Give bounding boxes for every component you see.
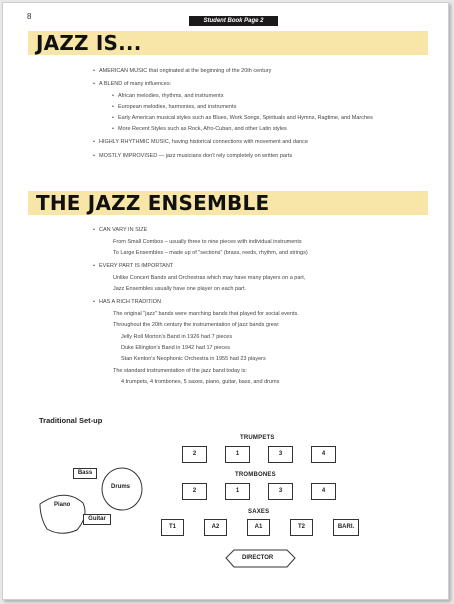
guitar-box: Guitar — [83, 514, 111, 525]
trombone-seat: 1 — [225, 483, 250, 500]
ensemble-text: The standard instrumentation of the jazz band today is: — [113, 368, 247, 374]
jazz-ensemble-heading: THE JAZZ ENSEMBLE — [36, 191, 270, 215]
jazz-is-sub-bullet: • More Recent Styles such as Rock, Afro-Cuban, and other Latin styles — [118, 126, 287, 132]
jazz-is-bullet: • MOSTLY IMPROVISED — jazz musicians don't rely completely on written parts — [99, 153, 292, 159]
sax-seat: A1 — [247, 519, 270, 536]
ensemble-text: Duke Ellington's Band in 1942 had 17 pieces — [121, 345, 230, 351]
ensemble-text: To Large Ensembles – made up of "sections" (brass, reeds, rhythm, and strings) — [113, 250, 308, 256]
ensemble-text: The original "jazz" bands were marching bands that played for social events. — [113, 311, 299, 317]
sax-seat: BARI. — [333, 519, 359, 536]
director-label: DIRECTOR — [242, 555, 274, 561]
piano-outline — [40, 495, 85, 533]
trumpet-seat: 2 — [182, 446, 207, 463]
trombone-seat: 3 — [268, 483, 293, 500]
setup-title: Traditional Set-up — [39, 416, 103, 425]
jazz-is-sub-bullet: • European melodies, harmonies, and instruments — [118, 104, 236, 110]
ensemble-text: From Small Combos – usually three to nine pieces with individual instruments — [113, 239, 302, 245]
document-page — [2, 2, 449, 600]
trombone-seat: 4 — [311, 483, 336, 500]
trumpet-seat: 3 — [268, 446, 293, 463]
ensemble-text: 4 trumpets, 4 trombones, 5 saxes, piano, guitar, bass, and drums — [121, 379, 280, 385]
drums-label: Drums — [111, 484, 131, 490]
ensemble-bullet: • CAN VARY IN SIZE — [99, 227, 147, 233]
ensemble-text: Jelly Roll Morton's Band in 1926 had 7 pieces — [121, 334, 233, 340]
trumpet-seat: 1 — [225, 446, 250, 463]
trumpets-label: TRUMPETS — [240, 435, 275, 441]
ensemble-bullet: • HAS A RICH TRADITION — [99, 299, 161, 305]
ensemble-text: Unlike Concert Bands and Orchestras which may have many players on a part, — [113, 275, 306, 281]
jazz-is-sub-bullet: • African melodies, rhythms, and instruments — [118, 93, 223, 99]
ensemble-text: Throughout the 20th century the instrumentation of jazz bands grew: — [113, 322, 280, 328]
saxes-label: SAXES — [248, 509, 270, 515]
sax-seat: T2 — [290, 519, 313, 536]
setup-shapes — [3, 3, 450, 601]
jazz-is-bullet: • AMERICAN MUSIC that originated at the beginning of the 20th century — [99, 68, 271, 74]
page-number: 8 — [27, 12, 32, 21]
trombones-label: TROMBONES — [235, 472, 276, 478]
bass-box: Bass — [73, 468, 97, 479]
trombone-seat: 2 — [182, 483, 207, 500]
trumpet-seat: 4 — [311, 446, 336, 463]
ensemble-bullet: • EVERY PART IS IMPORTANT — [99, 263, 173, 269]
sax-seat: A2 — [204, 519, 227, 536]
jazz-is-sub-bullet: • Early American musical styles such as Blues, Work Songs, Spirituals and Hymns, Ragtime, and Marches — [118, 115, 373, 121]
ensemble-text: Jazz Ensembles usually have one player on each part. — [113, 286, 246, 292]
piano-label: Piano — [54, 502, 71, 508]
jazz-is-bullet: • A BLEND of many influences: — [99, 81, 171, 87]
sax-seat: T1 — [161, 519, 184, 536]
jazz-is-heading: JAZZ IS... — [36, 31, 142, 55]
jazz-is-bullet: • HIGHLY RHYTHMIC MUSIC, having historical connections with movement and dance — [99, 139, 308, 145]
ensemble-text: Stan Kenton's Neophonic Orchestra in 1955 had 23 players — [121, 356, 266, 362]
student-book-page-tag: Student Book Page 2 — [189, 16, 278, 26]
